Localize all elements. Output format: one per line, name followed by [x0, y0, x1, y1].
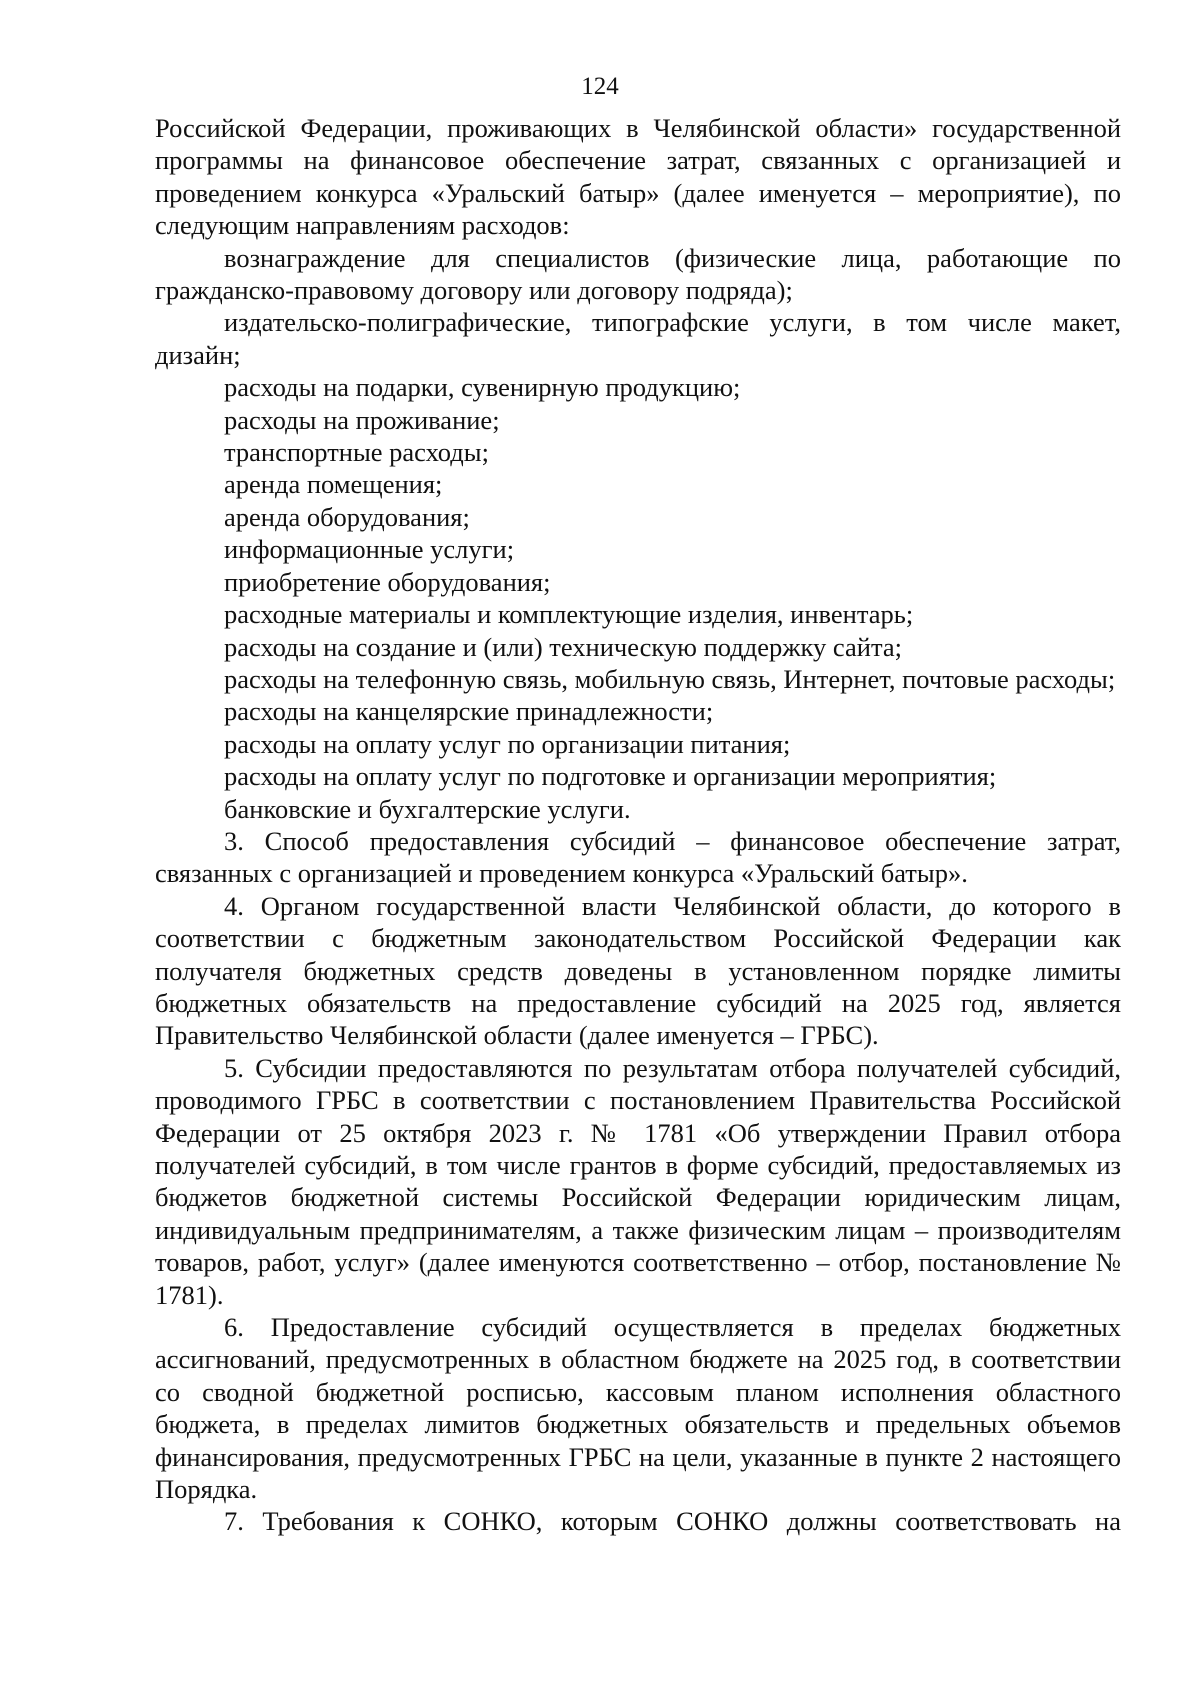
paragraph-item-3: 3. Способ предоставления субсидий – финансовое обеспечение затрат, связанных с организацией и проведением конкурса «Уральский батыр». [155, 825, 1121, 889]
list-item-banking-accounting: банковские и бухгалтерские услуги. [224, 793, 631, 824]
list-item-gifts: расходы на подарки, сувенирную продукцию; [224, 372, 741, 403]
list-item-catering: расходы на оплату услуг по организации питания; [224, 728, 791, 759]
list-item-equipment-rent: аренда оборудования; [224, 501, 470, 532]
list-item-event-organization: расходы на оплату услуг по подготовке и организации мероприятия; [224, 761, 997, 792]
list-item-printing-services: издательско-полиграфические, типографские услуги, в том числе макет, дизайн; [155, 307, 1121, 370]
list-item-consumables: расходные материалы и комплектующие изделия, инвентарь; [224, 599, 914, 630]
list-item-accommodation: расходы на проживание; [224, 404, 500, 435]
document-body [155, 112, 1121, 1538]
list-item-specialist-fees: вознаграждение для специалистов (физические лица, работающие по гражданско-правовому договору или договору подряда); [155, 242, 1121, 306]
page-number: 124 [581, 73, 619, 100]
paragraph-item-6: 6. Предоставление субсидий осуществляется в пределах бюджетных ассигнований, предусмотренных в областном бюджете на 2025 год, в соответствии со сводной бюджетной росписью, кассовым планом исполнения областного бюджета, в пределах лимитов бюджетных обязательств и предельных объемов финансирования, предусмотренных ГРБС на цели, указанные в пункте 2 настоящего Порядка. [155, 1312, 1121, 1505]
list-item-stationery: расходы на канцелярские принадлежности; [224, 696, 714, 727]
paragraph-item-4: 4. Органом государственной власти Челябинской области, до которого в соответствии с бюджетным законодательством Российской Федерации как получателя бюджетных средств доведены в установленном порядке лимиты бюджетных обязательств на предоставление субсидий на 2025 год, является Правительство Челябинской области (далее именуется – ГРБС). [155, 890, 1121, 1051]
list-item-communications: расходы на телефонную связь, мобильную связь, Интернет, почтовые расходы; [224, 663, 1116, 694]
list-item-information-services: информационные услуги; [224, 534, 515, 565]
list-item-transport: транспортные расходы; [224, 437, 489, 468]
paragraph-item-5: 5. Субсидии предоставляются по результатам отбора получателей субсидий, проводимого ГРБС в соответствии с постановлением Правительства Российской Федерации от 25 октября 2023 г. № 1781 «Об утверждении Правил отбора получателей субсидий, в том числе грантов в форме субсидий, предоставляемых из бюджетов бюджетной системы Российской Федерации юридическим лицам, индивидуальным предпринимателям, а также физическим лицам – производителям товаров, работ, услуг» (далее именуются соответственно – отбор, постановление № 1781). [155, 1052, 1121, 1310]
paragraph-item-7: 7. Требования к СОНКО, которым СОНКО должны соответствовать на [224, 1506, 1121, 1537]
paragraph-intro-continuation: Российской Федерации, проживающих в Челябинской области» государственной программы на финансовое обеспечение затрат, связанных с организацией и проведением конкурса «Уральский батыр» (далее именуется – мероприятие), по следующим направлениям расходов: [155, 113, 1121, 241]
list-item-equipment-purchase: приобретение оборудования; [224, 566, 551, 597]
list-item-website: расходы на создание и (или) техническую поддержку сайта; [224, 631, 902, 662]
list-item-premises-rent: аренда помещения; [224, 469, 443, 500]
